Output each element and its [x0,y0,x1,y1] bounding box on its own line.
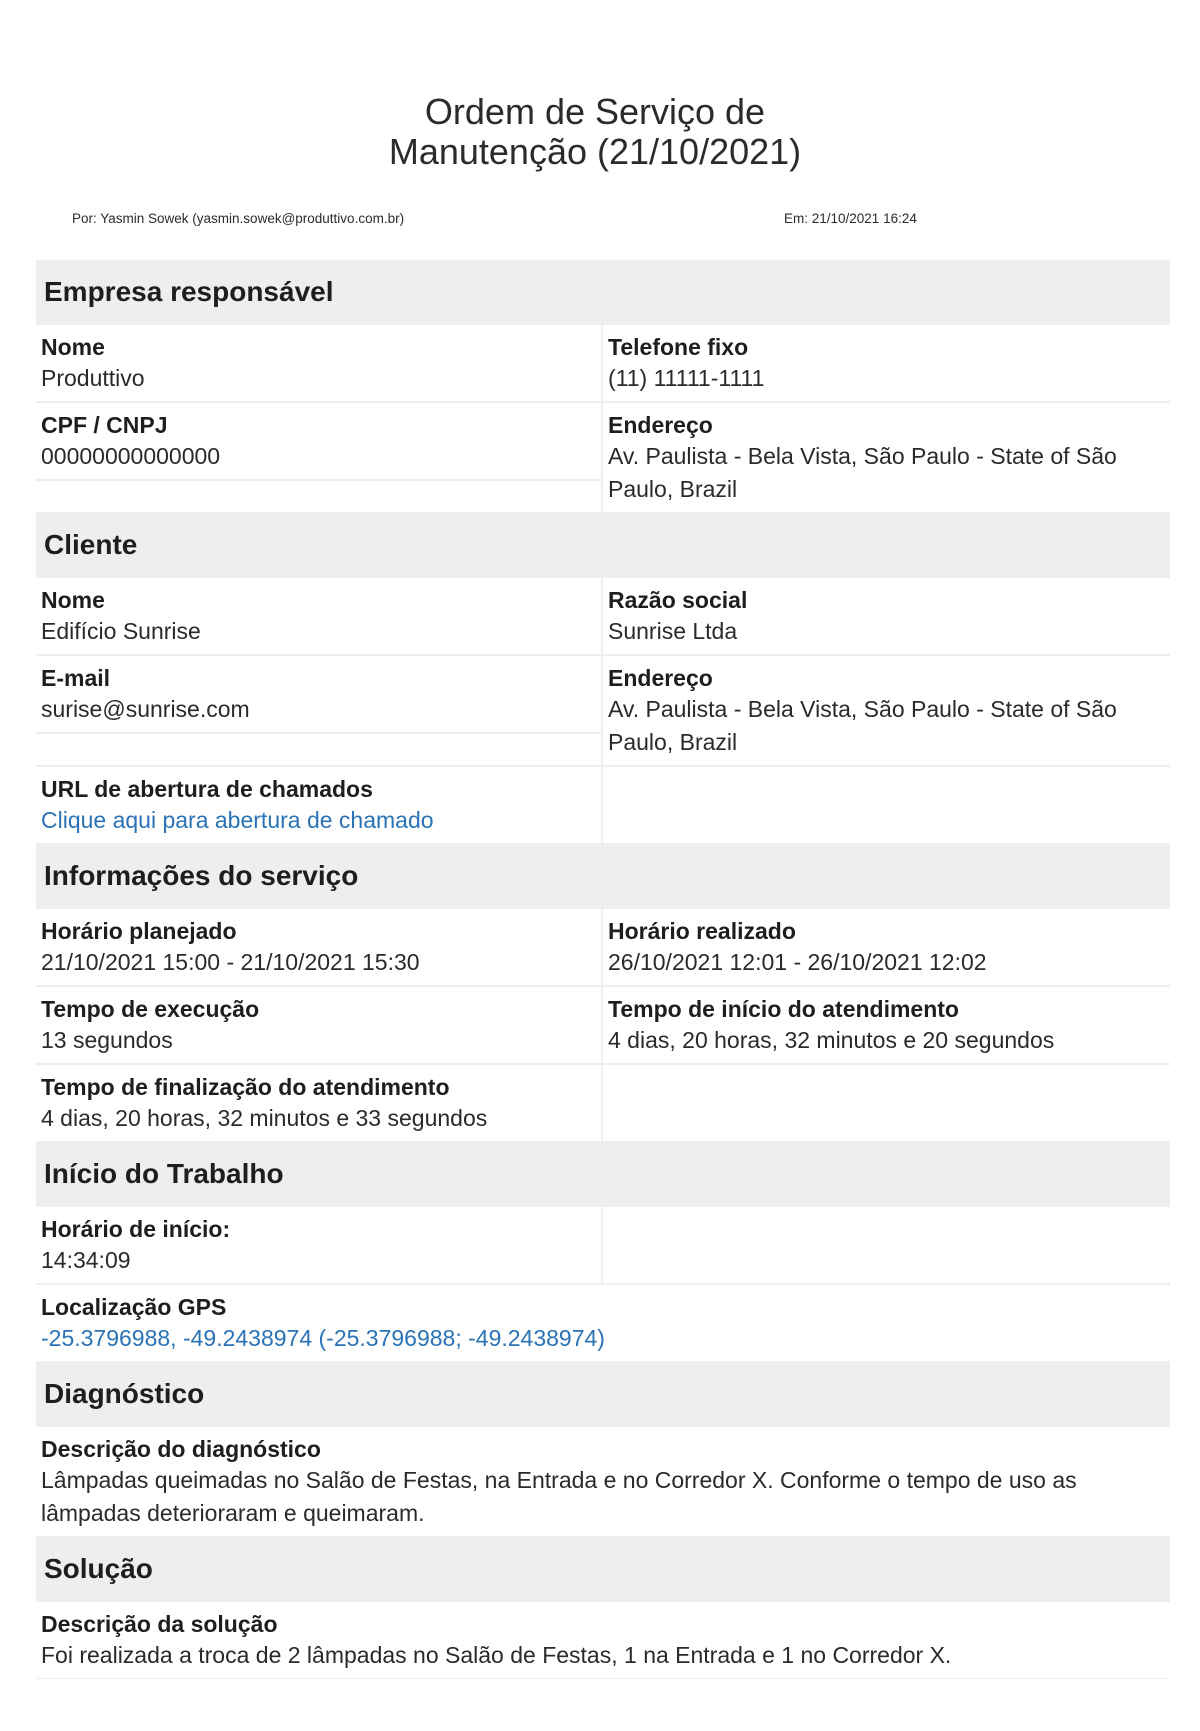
field-label: Endereço [608,412,713,438]
servico-row-1 [36,908,1170,986]
field-horario-realizado [603,909,1170,985]
document-title [0,92,1190,172]
field-tempo-execucao [36,987,601,1063]
field-localizacao-gps [36,1285,1170,1361]
section-cliente-heading: Cliente [36,513,1170,577]
field-value: 14:34:09 [41,1247,131,1273]
field-value: Edifício Sunrise [41,618,201,644]
field-label: Endereço [608,665,713,691]
field-value: Av. Paulista - Bela Vista, São Paulo - State of São Paulo, Brazil [608,443,1117,502]
field-value: 26/10/2021 12:01 - 26/10/2021 12:02 [608,949,987,975]
field-tempo-inicio [603,987,1170,1063]
field-value: Produttivo [41,365,145,391]
field-value: 4 dias, 20 horas, 32 minutos e 20 segundos [608,1027,1055,1053]
field-value: 00000000000000 [41,443,221,469]
field-value: Sunrise Ltda [608,618,738,644]
author-line: Por: Yasmin Sowek (yasmin.sowek@produttivo.com.br) [72,211,405,226]
field-label: Telefone fixo [608,334,749,360]
diagnostico-row [36,1426,1170,1537]
field-empresa-nome [36,325,601,401]
cliente-left-stack [36,655,601,766]
empty-cell [603,1207,1170,1283]
field-cliente-email [36,656,601,732]
section-solucao-heading: Solução [36,1537,1170,1601]
field-value: Av. Paulista - Bela Vista, São Paulo - State of São Paulo, Brazil [608,696,1117,755]
field-value: 21/10/2021 15:00 - 21/10/2021 15:30 [41,949,420,975]
field-tempo-finalizacao [36,1065,601,1141]
trabalho-row-1 [36,1206,1170,1284]
cliente-row-1 [36,577,1170,655]
cliente-row-2 [36,655,1170,766]
field-label: Nome [41,587,105,613]
gps-location-link[interactable]: -25.3796988, -49.2438974 (-25.3796988; -49.2438974) [41,1325,605,1351]
field-cliente-nome [36,578,601,654]
servico-row-2 [36,986,1170,1064]
section-empresa-heading: Empresa responsável [36,260,1170,324]
title-line-2: Manutenção (21/10/2021) [388,131,802,172]
cliente-row-3 [36,766,1170,844]
section-servico-heading: Informações do serviço [36,844,1170,908]
section-trabalho-heading: Início do Trabalho [36,1142,1170,1206]
field-label: Tempo de início do atendimento [608,996,959,1022]
date-line: Em: 21/10/2021 16:24 [784,211,917,226]
empresa-row-1 [36,324,1170,402]
field-label: Descrição da solução [41,1611,278,1637]
field-empresa-endereco [603,403,1170,512]
field-label: Tempo de finalização do atendimento [41,1074,450,1100]
field-value: Foi realizada a troca de 2 lâmpadas no Salão de Festas, 1 na Entrada e 1 no Corredor X. [41,1642,952,1668]
field-value: surise@sunrise.com [41,696,250,722]
field-empresa-telefone [603,325,1170,401]
field-value: Lâmpadas queimadas no Salão de Festas, na Entrada e no Corredor X. Conforme o tempo de uso as lâmpadas deterioraram e queimaram. [41,1467,1077,1526]
field-horario-inicio [36,1207,601,1283]
empty-cell [603,1065,1170,1141]
field-value: 13 segundos [41,1027,173,1053]
empresa-row-2 [36,402,1170,513]
field-cliente-razao [603,578,1170,654]
field-horario-planejado [36,909,601,985]
field-label: Horário realizado [608,918,796,944]
field-descricao-solucao [36,1602,1170,1678]
empty-cell [36,734,601,765]
field-label: Horário de início: [41,1216,231,1242]
field-cliente-endereco [603,656,1170,765]
field-label: URL de abertura de chamados [41,776,373,802]
servico-row-3 [36,1064,1170,1142]
field-label: Tempo de execução [41,996,260,1022]
report-content [36,260,1170,1679]
field-empresa-cpf [36,403,601,479]
title-line-1: Ordem de Serviço de [424,91,766,132]
field-label: Razão social [608,587,748,613]
field-label: Localização GPS [41,1294,227,1320]
section-diagnostico-heading: Diagnóstico [36,1362,1170,1426]
field-label: Nome [41,334,105,360]
field-cliente-url [36,767,601,843]
field-label: Descrição do diagnóstico [41,1436,321,1462]
empty-cell [603,767,1170,843]
empty-cell [36,481,601,512]
field-label: E-mail [41,665,111,691]
trabalho-row-2 [36,1284,1170,1362]
field-value: (11) 11111-1111 [608,365,765,391]
empresa-left-stack [36,402,601,513]
field-label: CPF / CNPJ [41,412,168,438]
field-value: 4 dias, 20 horas, 32 minutos e 33 segundos [41,1105,488,1131]
field-label: Horário planejado [41,918,237,944]
field-descricao-diagnostico [36,1427,1170,1536]
solucao-row [36,1601,1170,1679]
open-ticket-link[interactable]: Clique aqui para abertura de chamado [41,807,434,833]
